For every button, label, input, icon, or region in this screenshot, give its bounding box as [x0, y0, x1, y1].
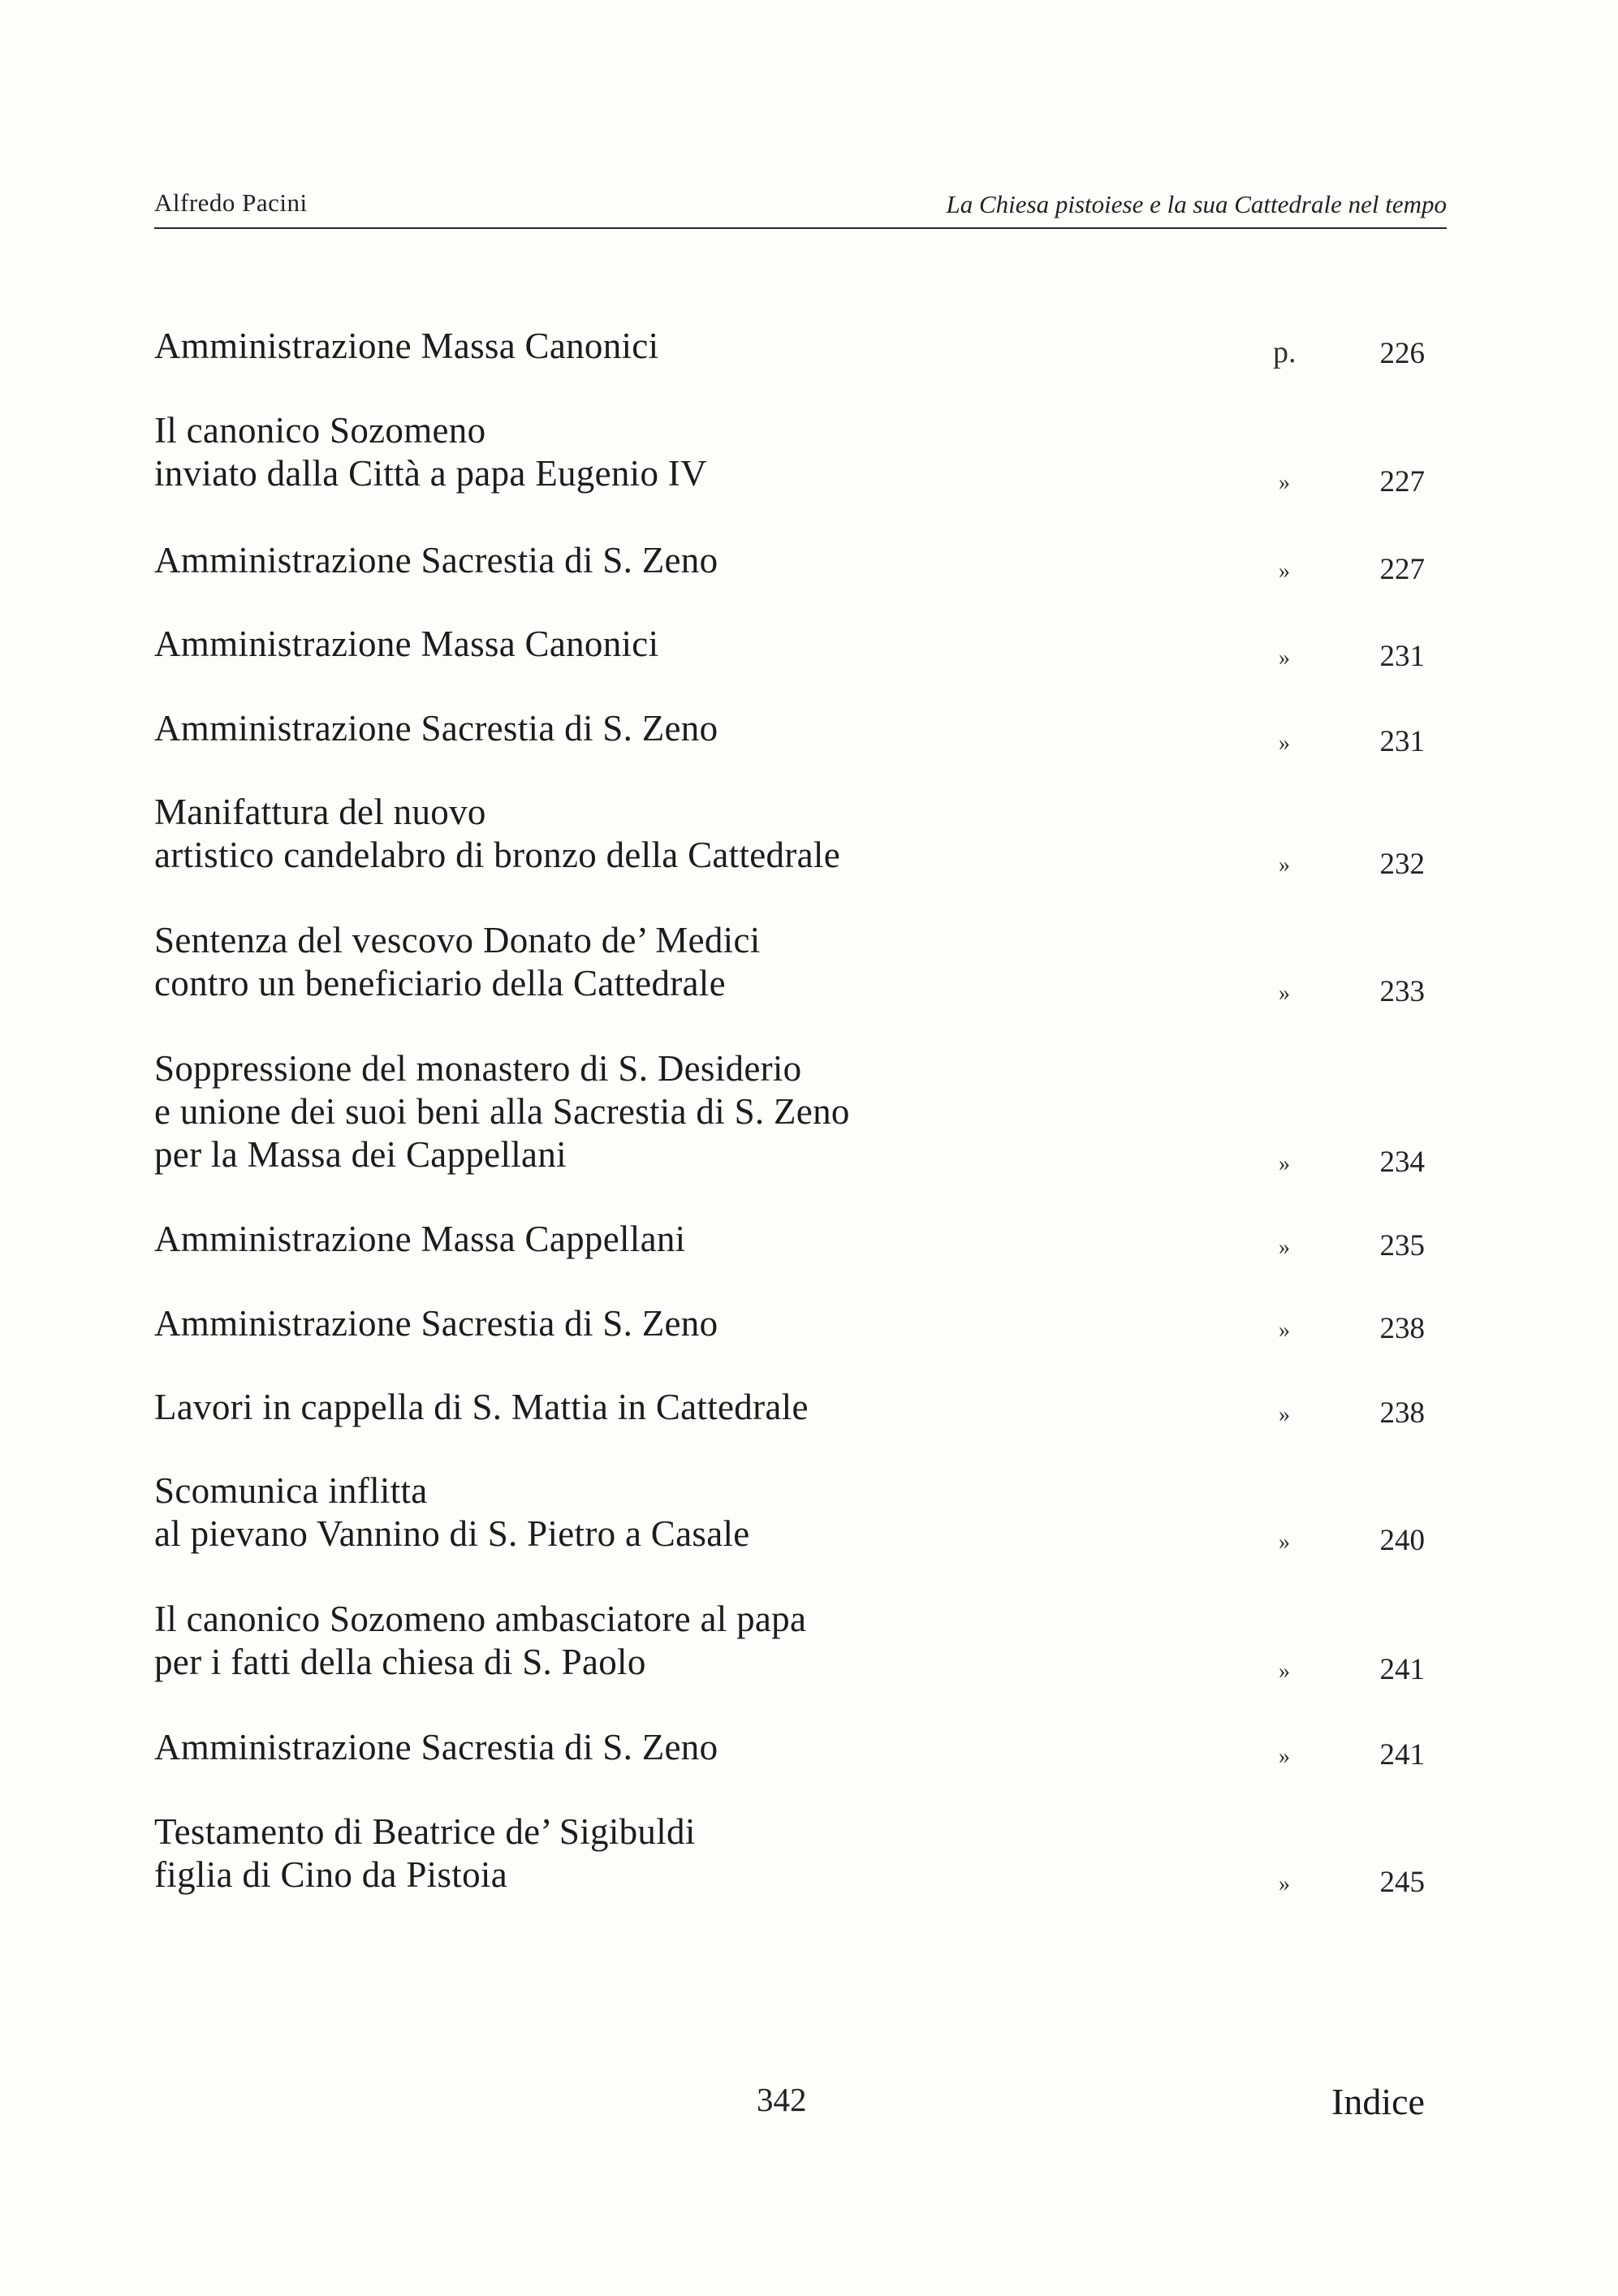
header-title: La Chiesa pistoiese e la sua Cattedrale nel tempo [946, 190, 1447, 218]
entry-line: Amministrazione Sacrestia di S. Zeno [154, 1303, 718, 1344]
index-entry [154, 539, 1433, 582]
ditto-marker: » [1279, 470, 1290, 495]
entry-line: figlia di Cino da Pistoia [154, 1854, 507, 1895]
entry-line: Lavori in cappella di S. Mattia in Cattedrale [154, 1387, 809, 1427]
ditto-marker: » [1279, 1871, 1290, 1897]
entry-text [154, 707, 1433, 750]
entry-line: Amministrazione Massa Cappellani [154, 1219, 686, 1259]
page-number: 238 [1379, 1312, 1425, 1345]
index-entry [154, 1726, 1433, 1769]
page-number: 226 [1379, 337, 1425, 370]
ditto-marker: » [1279, 1235, 1290, 1260]
entry-line: artistico candelabro di bronzo della Cattedrale [154, 835, 840, 875]
entry-text [154, 325, 1433, 368]
page-number: 241 [1379, 1653, 1425, 1686]
entry-text [154, 623, 1433, 666]
index-entry [154, 1470, 1433, 1556]
ditto-marker: » [1279, 731, 1290, 756]
ditto-marker: » [1279, 645, 1290, 671]
entry-line: Amministrazione Massa Canonici [154, 326, 659, 366]
index-entry [154, 409, 1433, 495]
entry-line: Manifattura del nuovo [154, 792, 486, 832]
ditto-marker: » [1279, 1318, 1290, 1343]
page-number: 227 [1379, 465, 1425, 498]
entry-line: per i fatti della chiesa di S. Paolo [154, 1642, 646, 1682]
page-number: 240 [1379, 1524, 1425, 1557]
footer-page-number: 342 [757, 2081, 807, 2118]
entry-text [154, 1302, 1433, 1345]
entry-line: inviato dalla Città a papa Eugenio IV [154, 453, 707, 494]
entry-text [154, 539, 1433, 582]
entry-line: Testamento di Beatrice de’ Sigibuldi [154, 1811, 696, 1852]
page-number: 245 [1379, 1866, 1425, 1899]
entry-text [154, 1047, 1433, 1176]
entry-text [154, 1218, 1433, 1261]
entry-line: Il canonico Sozomeno ambasciatore al papa [154, 1599, 807, 1639]
index-entry [154, 791, 1433, 877]
entry-text [154, 1726, 1433, 1769]
entry-text [154, 1810, 1433, 1897]
entry-line: Soppressione del monastero di S. Desiderio [154, 1048, 802, 1089]
index-entry [154, 1218, 1433, 1261]
index-entry [154, 919, 1433, 1005]
entry-text [154, 1386, 1433, 1429]
entry-text [154, 791, 1433, 877]
entry-line: Amministrazione Sacrestia di S. Zeno [154, 540, 718, 580]
entry-line: al pievano Vannino di S. Pietro a Casale [154, 1513, 750, 1554]
running-header [154, 185, 1447, 229]
ditto-marker: » [1279, 1659, 1290, 1684]
entry-line: Il canonico Sozomeno [154, 410, 486, 451]
index-entry [154, 1598, 1433, 1684]
index-entry [154, 1302, 1433, 1345]
ditto-marker: » [1279, 981, 1290, 1006]
page-number: 232 [1379, 848, 1425, 881]
page-number: 233 [1379, 975, 1425, 1008]
ditto-marker: » [1279, 559, 1290, 584]
page-number: 231 [1379, 640, 1425, 673]
entry-line: contro un beneficiario della Cattedrale [154, 963, 726, 1003]
entry-text [154, 919, 1433, 1005]
page-number: 227 [1379, 553, 1425, 586]
entry-line: per la Massa dei Cappellani [154, 1134, 567, 1175]
page-number: 234 [1379, 1146, 1425, 1179]
index-entry [154, 707, 1433, 750]
page-marker: p. [1273, 335, 1297, 369]
index-entry [154, 325, 1433, 368]
ditto-marker: » [1279, 1530, 1290, 1555]
index-entry [154, 1386, 1433, 1429]
page-number: 241 [1379, 1738, 1425, 1772]
entry-text [154, 409, 1433, 495]
index-entry [154, 1810, 1433, 1897]
page-number: 238 [1379, 1396, 1425, 1430]
page-number: 231 [1379, 725, 1425, 758]
entry-text [154, 1470, 1433, 1556]
ditto-marker: » [1279, 1744, 1290, 1769]
header-author: Alfredo Pacini [154, 188, 308, 217]
entry-line: e unione dei suoi beni alla Sacrestia di S. Zeno [154, 1091, 850, 1132]
entry-text [154, 1598, 1433, 1684]
entry-line: Scomunica inflitta [154, 1470, 428, 1511]
entry-line: Amministrazione Sacrestia di S. Zeno [154, 708, 718, 749]
footer-section-label: Indice [1331, 2081, 1425, 2122]
entry-line: Amministrazione Sacrestia di S. Zeno [154, 1727, 718, 1767]
ditto-marker: » [1279, 852, 1290, 878]
entry-line: Sentenza del vescovo Donato de’ Medici [154, 920, 761, 960]
page-number: 235 [1379, 1229, 1425, 1262]
index-entry [154, 623, 1433, 666]
ditto-marker: » [1279, 1151, 1290, 1176]
entry-line: Amministrazione Massa Canonici [154, 624, 659, 664]
ditto-marker: » [1279, 1402, 1290, 1427]
index-entry [154, 1047, 1433, 1176]
